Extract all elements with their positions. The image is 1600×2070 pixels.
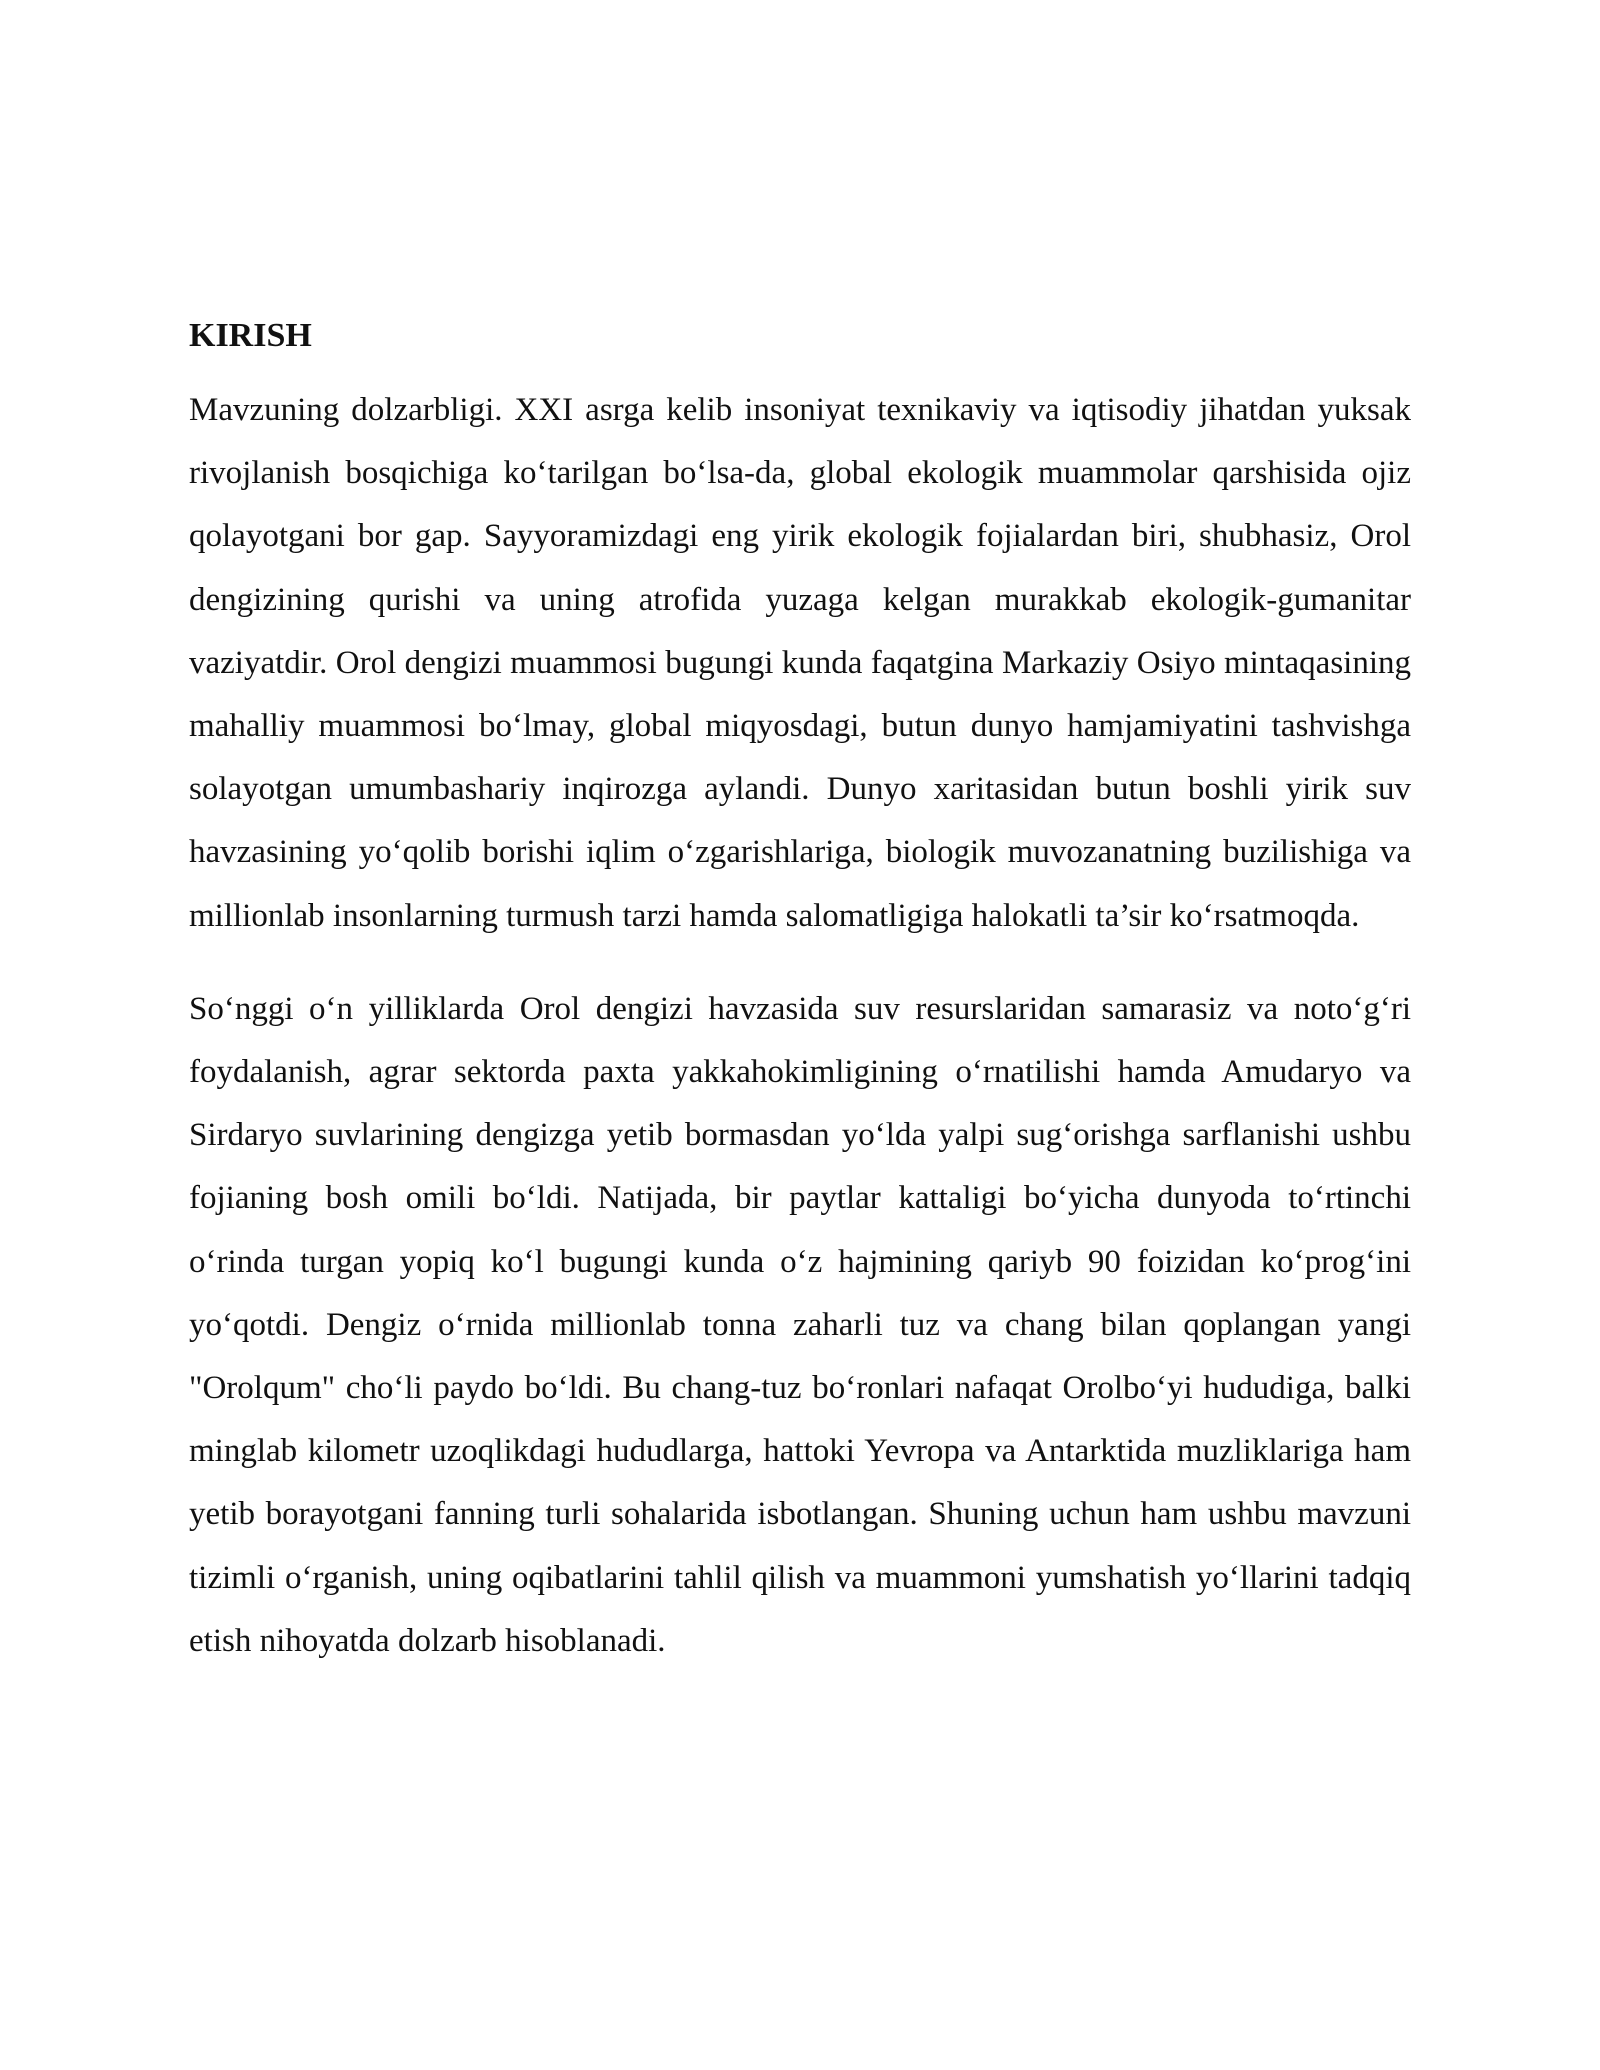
document-body: [189, 305, 1411, 1703]
paragraph-relevance: Mavzuning dolzarbligi. XXI asrga kelib insoniyat texnikaviy va iqtisodiy jihatdan yuksak rivojlanish bosqichiga ko‘tarilgan bo‘lsa-da, global ekologik muammolar qarshisida ojiz qolayotgani bor gap. Sayyoramizdagi eng yirik ekologik fojialardan biri, shubhasiz, Orol dengizining qurishi va uning atrofida yuzaga kelgan murakkab ekologik-gumanitar vaziyatdir. Orol dengizi muammosi bugungi kunda faqatgina Markaziy Osiyo mintaqasining mahalliy muammosi bo‘lmay, global miqyosdagi, butun dunyo hamjamiyatini tashvishga solayotgan umumbashariy inqirozga aylandi. Dunyo xaritasidan butun boshli yirik suv havzasining yo‘qolib borishi iqlim o‘zgarishlariga, biologik muvozanatning buzilishiga va millionlab insonlarning turmush tarzi hamda salomatligiga halokatli ta’sir ko‘rsatmoqda.: [189, 392, 1411, 934]
section-heading: KIRISH: [189, 317, 312, 354]
paragraph-causes: So‘nggi o‘n yilliklarda Orol dengizi havzasida suv resurslaridan samarasiz va noto‘g‘ri foydalanish, agrar sektorda paxta yakkahokimligining o‘rnatilishi hamda Amudaryo va Sirdaryo suvlarining dengizga yetib bormasdan yo‘lda yalpi sug‘orishga sarflanishi ushbu fojianing bosh omili bo‘ldi. Natijada, bir paytlar kattaligi bo‘yicha dunyoda to‘rtinchi o‘rinda turgan yopiq ko‘l bugungi kunda o‘z hajmining qariyb 90 foizidan ko‘prog‘ini yo‘qotdi. Dengiz o‘rnida millionlab tonna zaharli tuz va chang bilan qoplangan yangi "Orolqum" cho‘li paydo bo‘ldi. Bu chang-tuz bo‘ronlari nafaqat Orolbo‘yi hududiga, balki minglab kilometr uzoqlikdagi hududlarga, hattoki Yevropa va Antarktida muzliklariga ham yetib borayotgani fanning turli sohalarida isbotlangan. Shuning uchun ham ushbu mavzuni tizimli o‘rganish, uning oqibatlarini tahlil qilish va muammoni yumshatish yo‘llarini tadqiq etish nihoyatda dolzarb hisoblanadi.: [189, 990, 1411, 1659]
